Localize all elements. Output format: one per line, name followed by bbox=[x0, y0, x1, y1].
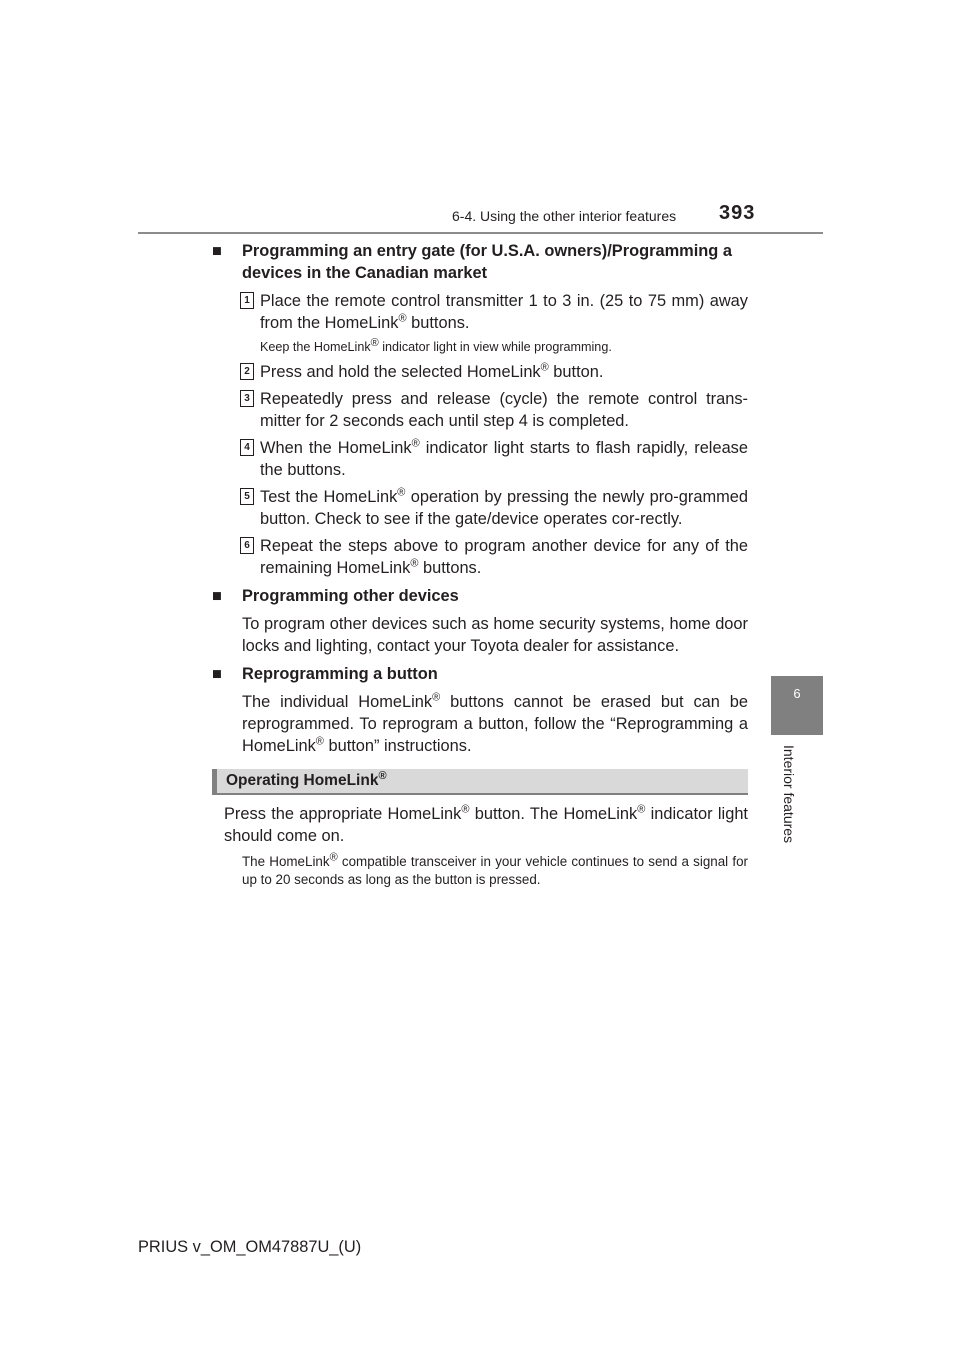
registered-mark: ® bbox=[432, 691, 441, 704]
registered-mark: ® bbox=[398, 312, 407, 325]
registered-mark: ® bbox=[370, 336, 379, 349]
step-number-badge: 6 bbox=[240, 537, 254, 554]
header-rule bbox=[138, 232, 823, 234]
step-number-badge: 3 bbox=[240, 390, 254, 407]
other-devices-text: To program other devices such as home security systems, home door locks and lighting, contact your Toyota dealer for assistance. bbox=[242, 615, 748, 655]
section-title-entry-gate: ■ Programming an entry gate (for U.S.A. owners)/Programming a devices in the Canadian market bbox=[212, 242, 732, 282]
registered-mark: ® bbox=[637, 803, 646, 816]
chapter-tab-number: 6 bbox=[793, 686, 801, 701]
registered-mark: ® bbox=[410, 557, 419, 570]
section-title-reprogramming: ■ Reprogramming a button bbox=[212, 665, 438, 683]
operating-homelink-heading: Operating HomeLink® bbox=[212, 769, 748, 795]
square-bullet-icon: ■ bbox=[212, 665, 222, 683]
steps-list bbox=[212, 290, 748, 579]
registered-mark: ® bbox=[329, 851, 338, 864]
step-4: 4 When the HomeLink® indicator light starts to flash rapidly, release the buttons. bbox=[212, 437, 748, 481]
square-bullet-icon: ■ bbox=[212, 587, 222, 605]
registered-mark: ® bbox=[411, 437, 420, 450]
operating-text: Press the appropriate HomeLink® button. The HomeLink® indicator light should come on. bbox=[224, 803, 748, 845]
footer-model-code: PRIUS v_OM_OM47887U_(U) bbox=[138, 1238, 362, 1256]
chapter-tab-label: Interior features bbox=[781, 745, 797, 844]
step-number-badge: 2 bbox=[240, 363, 254, 380]
registered-mark: ® bbox=[378, 769, 387, 782]
operating-note: The HomeLink® compatible transceiver in your vehicle continues to send a signal for up to 20 seconds as long as the button is pressed. bbox=[242, 851, 748, 887]
square-bullet-icon: ■ bbox=[212, 242, 222, 260]
page-number: 393 bbox=[719, 202, 756, 224]
step-number-badge: 1 bbox=[240, 292, 254, 309]
registered-mark: ® bbox=[461, 803, 470, 816]
step-2: 2 Press and hold the selected HomeLink® button. bbox=[212, 361, 748, 383]
section-title-other-devices: ■ Programming other devices bbox=[212, 587, 459, 605]
registered-mark: ® bbox=[315, 735, 324, 748]
step-1: 1 Place the remote control transmitter 1 to 3 in. (25 to 75 mm) away from the HomeLink® buttons. bbox=[212, 290, 748, 334]
step-1-note: Keep the HomeLink® indicator light in view while programming. bbox=[260, 336, 612, 354]
step-number-badge: 4 bbox=[240, 439, 254, 456]
reprogramming-text: The individual HomeLink® buttons cannot be erased but can be reprogrammed. To reprogram a button, follow the “Reprogramming a HomeLink® button” instructions. bbox=[242, 691, 748, 755]
page-content bbox=[212, 240, 748, 889]
step-3: 3 Repeatedly press and release (cycle) the remote control trans-mitter for 2 seconds each until step 4 is completed. bbox=[212, 388, 748, 432]
step-number-badge: 5 bbox=[240, 488, 254, 505]
registered-mark: ® bbox=[540, 361, 549, 374]
registered-mark: ® bbox=[397, 486, 406, 499]
chapter-tab bbox=[771, 676, 823, 735]
step-5: 5 Test the HomeLink® operation by pressing the newly pro-grammed button. Check to see if the gate/device operates cor-rectly. bbox=[212, 486, 748, 530]
header-section-title: 6-4. Using the other interior features bbox=[452, 208, 677, 224]
step-6: 6 Repeat the steps above to program another device for any of the remaining HomeLink® buttons. bbox=[212, 535, 748, 579]
